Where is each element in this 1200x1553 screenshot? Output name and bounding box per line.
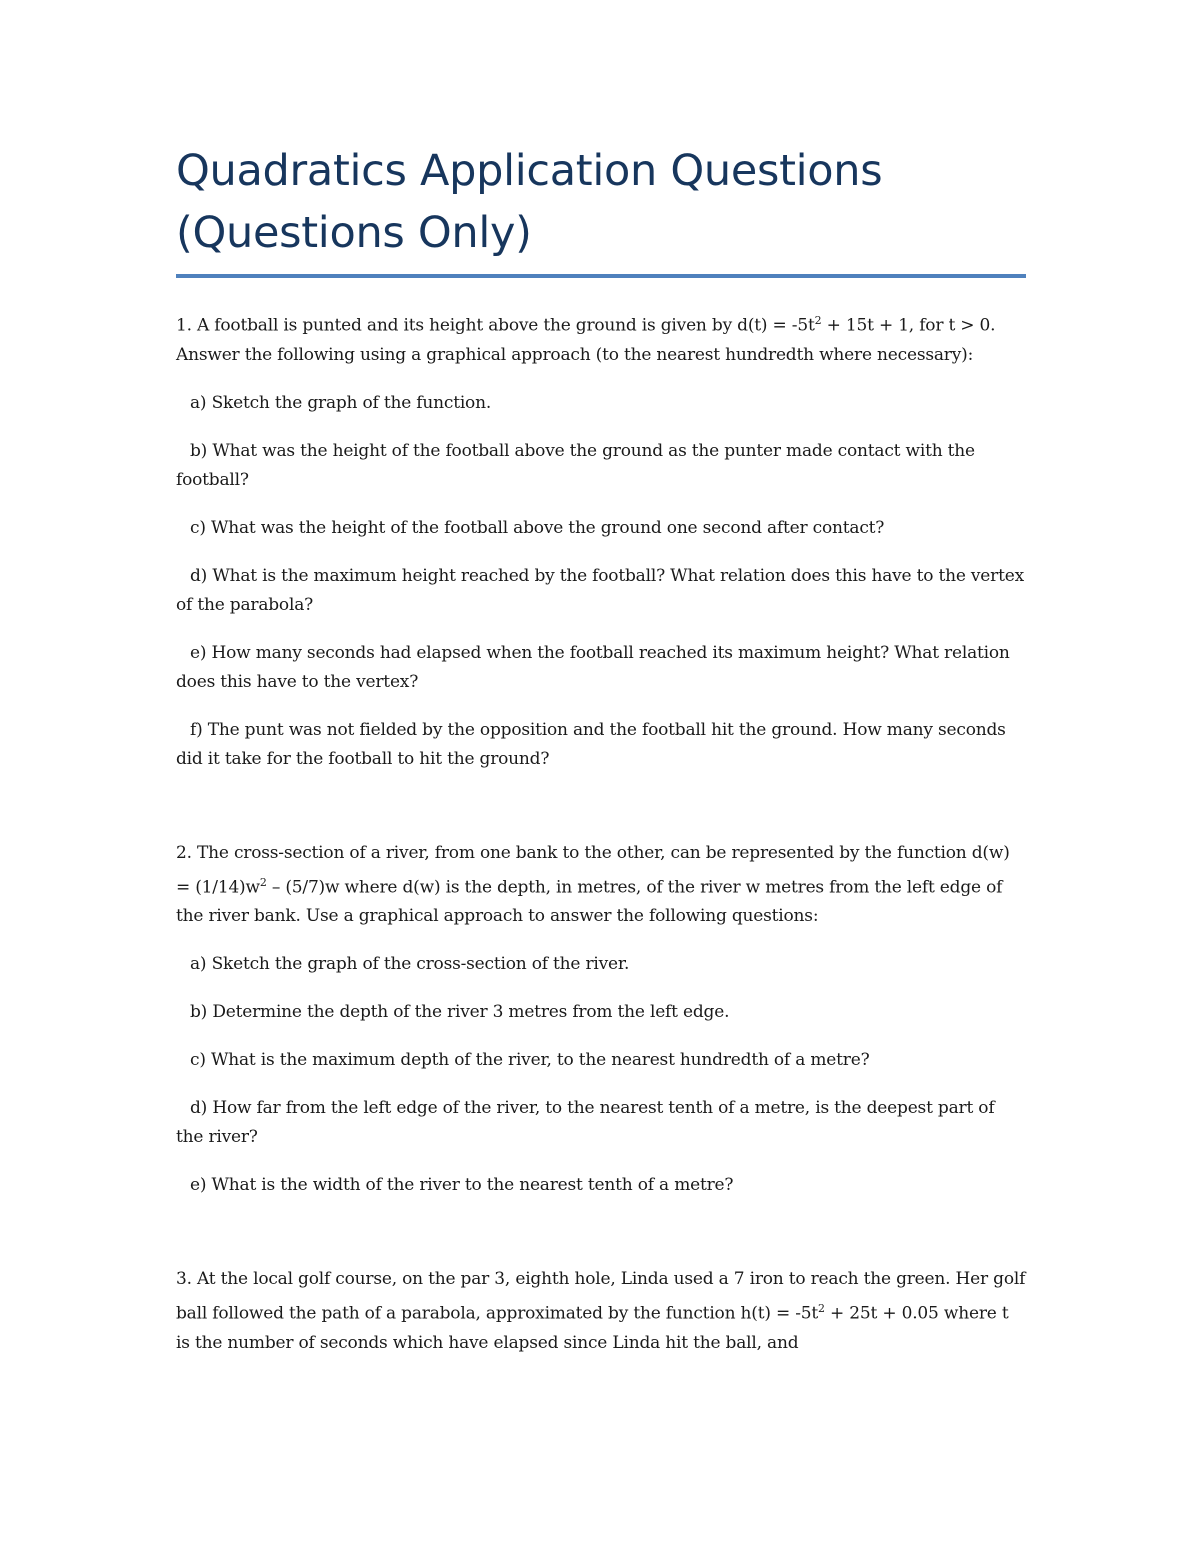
- exponent: 2: [814, 314, 822, 327]
- question-1-stem: 1. A football is punted and its height above the ground is given by $d(t) = -5t^2 + 15t + 1$, for t > 0. Answer the following using a graphical approach (to the nearest hundredth where necessary):: [176, 314, 996, 365]
- spacer: [176, 793, 1026, 839]
- question-1f: f) The punt was not fielded by the opposition and the football hit the ground. How many seconds did it take for the football to hit the ground?: [176, 719, 1006, 769]
- question-1a: a) Sketch the graph of the function.: [190, 392, 492, 413]
- question-2-stem: 2. The cross-section of a river, from one bank to the other, can be represented by the function $d(w) = (1/14)w^2 - (5/7)w$ where d(w) is the depth, in metres, of the river w metres from the left edge of the river bank. Use a graphical approach to answer the following questions:: [176, 842, 1010, 927]
- spacer: [176, 1219, 1026, 1265]
- question-2a: a) Sketch the graph of the cross-section of the river.: [190, 954, 630, 975]
- question-1b: b) What was the height of the football above the ground as the punter made contact with the football?: [176, 440, 975, 490]
- question-2c: c) What is the maximum depth of the river, to the nearest hundredth of a metre?: [190, 1050, 870, 1071]
- question-3-stem: 3. At the local golf course, on the par 3, eighth hole, Linda used a 7 iron to reach the green. Her golf ball followed the path of a parabola, approximated by the function $h(t) = -5t^2 + 25t + 0.05$ where t is the number of seconds which have elapsed since Linda hit the ball, and: [176, 1269, 1026, 1353]
- document-page: [176, 140, 1026, 1377]
- question-1c: c) What was the height of the football above the ground one second after contact?: [190, 517, 885, 538]
- question-2e: e) What is the width of the river to the nearest tenth of a metre?: [190, 1175, 734, 1196]
- question-1e: e) How many seconds had elapsed when the football reached its maximum height? What relation does this have to the vertex?: [176, 642, 1010, 692]
- document-title: [176, 140, 1026, 264]
- question-2b: b) Determine the depth of the river 3 metres from the left edge.: [190, 1002, 730, 1023]
- question-1d: d) What is the maximum height reached by the football? What relation does this have to the vertex of the parabola?: [176, 565, 1024, 615]
- title-line-1: Quadratics Application Questions: [176, 146, 883, 196]
- question-2d: d) How far from the left edge of the river, to the nearest tenth of a metre, is the deepest part of the river?: [176, 1098, 995, 1148]
- exponent: 2: [818, 1302, 825, 1316]
- title-line-2: (Questions Only): [176, 208, 532, 258]
- exponent: 2: [259, 875, 267, 889]
- title-underline: [176, 274, 1026, 278]
